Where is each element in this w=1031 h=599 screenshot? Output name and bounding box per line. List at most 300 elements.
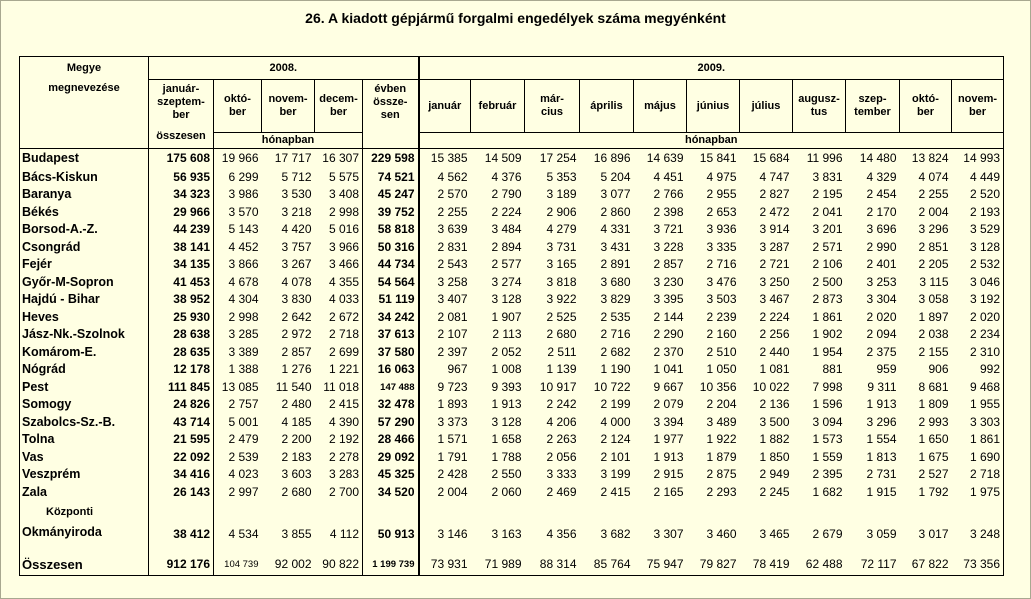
- spacer-cell: [900, 543, 952, 555]
- value-cell: 32 478: [363, 396, 419, 414]
- jan-sep-total-header: [149, 80, 214, 149]
- spacer-cell: [952, 543, 1004, 555]
- value-cell: 2 370: [653, 344, 684, 359]
- value-cell: 3 476: [706, 274, 737, 289]
- value-cell: 1 861: [812, 309, 843, 324]
- value-cell: 2 571: [812, 239, 843, 254]
- value-cell: 2 479: [214, 431, 262, 449]
- month-2009-header: [740, 80, 793, 133]
- value-cell: 26 143: [149, 484, 214, 502]
- value-cell: 50 913: [363, 501, 419, 543]
- county-name: Tolna: [22, 432, 55, 447]
- value-cell: 2 107: [419, 326, 471, 344]
- value-cell: 2 520: [969, 187, 1000, 202]
- value-cell: 75 947: [646, 557, 684, 572]
- value-cell: 2 972: [281, 327, 312, 342]
- value-cell: 3 866: [214, 256, 262, 274]
- county-header-line1: Megye: [66, 62, 102, 74]
- value-cell: 39 752: [363, 204, 419, 222]
- value-cell: 19 966: [214, 149, 262, 169]
- table-row: [20, 149, 1004, 169]
- value-cell: 21 595: [149, 431, 214, 449]
- value-cell: 50 316: [363, 239, 419, 257]
- year-total-header: [363, 80, 419, 149]
- value-cell: 34 242: [363, 309, 419, 327]
- month-label-line1: novem-: [957, 93, 998, 105]
- value-cell: 2 428: [419, 466, 471, 484]
- value-cell: 2 679: [812, 527, 843, 541]
- value-cell: 11 996: [806, 151, 843, 166]
- table-row: [20, 326, 1004, 344]
- value-cell: 12 178: [149, 361, 214, 379]
- value-cell: 38 412: [149, 501, 214, 543]
- value-cell: 2 234: [969, 327, 1000, 342]
- value-cell: 3 303: [969, 414, 1000, 429]
- value-cell: 992: [979, 362, 1000, 377]
- value-cell: 4 449: [969, 169, 1000, 184]
- value-cell: 2 525: [546, 309, 577, 324]
- value-cell: 9 667: [653, 379, 684, 394]
- value-cell: 1 675: [918, 449, 949, 464]
- month-label-line1: február: [478, 99, 517, 112]
- value-cell: 4 331: [600, 222, 631, 237]
- monthly-2008-header: hónapban: [214, 133, 363, 149]
- dec-l1: decem-: [319, 93, 358, 105]
- value-cell: 2 004: [918, 204, 949, 219]
- value-cell: 71 989: [484, 557, 522, 572]
- county-name: Pest: [22, 379, 49, 394]
- value-cell: 10 722: [593, 379, 631, 394]
- value-cell: 3 831: [812, 169, 843, 184]
- month-label-line1: októ-: [912, 93, 939, 105]
- jan-sep-l1: január-: [162, 83, 200, 95]
- value-cell: 2 239: [706, 309, 737, 324]
- value-cell: 2 038: [918, 327, 949, 342]
- value-cell: 2 256: [759, 327, 790, 342]
- value-cell: 4 000: [600, 414, 631, 429]
- value-cell: 3 228: [653, 239, 684, 254]
- value-cell: 1 897: [918, 309, 949, 324]
- month-label-line1: január: [428, 99, 462, 112]
- value-cell: 28 638: [149, 326, 214, 344]
- value-cell: 3 059: [866, 527, 897, 541]
- value-cell: 2 192: [328, 432, 359, 447]
- value-cell: 1 954: [812, 344, 843, 359]
- value-cell: 34 135: [149, 256, 214, 274]
- value-cell: 1 913: [653, 449, 684, 464]
- value-cell: 2 255: [419, 204, 471, 222]
- value-cell: 3 570: [214, 204, 262, 222]
- value-cell: 2 224: [759, 309, 790, 324]
- value-cell: 2 375: [866, 344, 897, 359]
- value-cell: 2 263: [546, 432, 577, 447]
- month-2009-header: [634, 80, 687, 133]
- table-row: [20, 169, 1004, 187]
- month-2009-header: [471, 80, 525, 133]
- value-cell: 2 757: [214, 396, 262, 414]
- value-cell: 16 063: [363, 361, 419, 379]
- value-cell: 147 488: [363, 379, 419, 397]
- total-row: [20, 555, 1004, 575]
- value-cell: 44 239: [149, 221, 214, 239]
- value-cell: 3 199: [600, 467, 631, 482]
- value-cell: 1 879: [706, 449, 737, 464]
- year-2009-header: 2009.: [419, 57, 1004, 80]
- value-cell: 2 827: [759, 187, 790, 202]
- value-cell: 1 571: [419, 431, 471, 449]
- value-cell: 2 401: [866, 257, 897, 272]
- value-cell: 14 509: [484, 151, 522, 166]
- nov-l2: ber: [279, 106, 297, 118]
- value-cell: 1 882: [759, 432, 790, 447]
- month-2009-header: [900, 80, 952, 133]
- value-cell: 14 639: [646, 151, 684, 166]
- value-cell: 3 922: [546, 292, 577, 307]
- value-cell: 3 408: [328, 187, 359, 202]
- value-cell: 24 826: [149, 396, 214, 414]
- value-cell: 1 907: [491, 309, 522, 324]
- value-cell: 2 480: [281, 397, 312, 412]
- total-label: Összesen: [22, 557, 83, 573]
- spacer-cell: [793, 543, 846, 555]
- month-label-line2: tus: [810, 106, 828, 118]
- table-row: [20, 344, 1004, 362]
- value-cell: 1 809: [918, 397, 949, 412]
- value-cell: 34 416: [149, 466, 214, 484]
- month-2009-header: [846, 80, 900, 133]
- value-cell: 2 205: [918, 257, 949, 272]
- value-cell: 2 052: [491, 344, 522, 359]
- value-cell: 2 020: [969, 309, 1000, 324]
- kozponti-line1: Központi: [46, 506, 94, 518]
- value-cell: 3 466: [328, 257, 359, 272]
- value-cell: 4 975: [706, 169, 737, 184]
- value-cell: 1 913: [491, 397, 522, 412]
- value-cell: 3 503: [706, 292, 737, 307]
- value-cell: 2 998: [214, 309, 262, 327]
- value-cell: 2 680: [281, 484, 312, 499]
- value-cell: 2 293: [706, 484, 737, 499]
- value-cell: 4 452: [214, 239, 262, 257]
- value-cell: 3 500: [759, 414, 790, 429]
- spacer-cell: [363, 543, 419, 555]
- table-row: [20, 466, 1004, 484]
- value-cell: 9 311: [867, 379, 897, 394]
- value-cell: 2 642: [281, 309, 312, 324]
- table-row: [20, 396, 1004, 414]
- value-cell: 3 128: [491, 292, 522, 307]
- value-cell: 2 398: [653, 204, 684, 219]
- county-name: Bács-Kiskun: [22, 169, 98, 184]
- value-cell: 9 468: [969, 379, 1000, 394]
- jan-sep-l2: szeptem-: [157, 96, 205, 108]
- value-cell: 3 201: [812, 222, 843, 237]
- value-cell: 2 124: [600, 432, 631, 447]
- value-cell: 2 699: [328, 344, 359, 359]
- value-cell: 3 855: [281, 527, 312, 541]
- value-cell: 2 183: [281, 449, 312, 464]
- value-cell: 2 577: [491, 257, 522, 272]
- value-cell: 1 915: [866, 484, 897, 499]
- county-name: Veszprém: [22, 467, 81, 482]
- value-cell: 2 851: [918, 239, 949, 254]
- value-cell: 3 696: [866, 222, 897, 237]
- value-cell: 4 074: [918, 169, 949, 184]
- value-cell: 2 716: [600, 327, 631, 342]
- value-cell: 34 323: [149, 186, 214, 204]
- table-row: [20, 449, 1004, 467]
- value-cell: 1 573: [812, 432, 843, 447]
- value-cell: 2 472: [759, 204, 790, 219]
- month-2009-header: [952, 80, 1004, 133]
- value-cell: 1 975: [969, 484, 1000, 499]
- month-label-line1: szep-: [858, 93, 887, 105]
- nov-2008-header: [262, 80, 315, 133]
- value-cell: 3 253: [866, 274, 897, 289]
- value-cell: 1 041: [653, 362, 684, 377]
- value-cell: 1 559: [812, 449, 843, 464]
- value-cell: 3 017: [918, 527, 949, 541]
- value-cell: 1 276: [281, 362, 312, 377]
- value-cell: 2 700: [328, 484, 359, 499]
- value-cell: 4 206: [546, 414, 577, 429]
- value-cell: 912 176: [149, 555, 214, 575]
- table-row: [20, 204, 1004, 222]
- table-title: 26. A kiadott gépjármű forgalmi engedélyek száma megyénként: [305, 10, 726, 26]
- county-name: Zala: [22, 484, 48, 499]
- value-cell: 2 395: [812, 467, 843, 482]
- value-cell: 54 564: [363, 274, 419, 292]
- value-cell: 58 818: [363, 221, 419, 239]
- month-label-line2: cius: [540, 106, 563, 118]
- value-cell: 4 356: [546, 527, 577, 541]
- table-row: [20, 309, 1004, 327]
- value-cell: 3 333: [546, 467, 577, 482]
- value-cell: 56 935: [149, 169, 214, 187]
- value-cell: 3 394: [653, 414, 684, 429]
- county-name: Heves: [22, 309, 59, 324]
- value-cell: 1 788: [491, 449, 522, 464]
- month-label-line1: június: [696, 99, 730, 112]
- spacer-cell: [471, 543, 525, 555]
- table-row: [20, 239, 1004, 257]
- value-cell: 3 230: [653, 274, 684, 289]
- county-name: Nógrád: [22, 362, 66, 377]
- value-cell: 3 146: [419, 501, 471, 543]
- value-cell: 2 079: [653, 397, 684, 412]
- month-2009-header: [419, 80, 471, 133]
- oct-2008-header: [214, 80, 262, 133]
- table-row: [20, 221, 1004, 239]
- value-cell: 3 250: [759, 274, 790, 289]
- value-cell: 2 672: [328, 309, 359, 324]
- spacer-cell: [20, 543, 149, 555]
- value-cell: 3 192: [969, 292, 1000, 307]
- spacer-cell: [315, 543, 363, 555]
- value-cell: 3 296: [866, 414, 897, 429]
- value-cell: 2 535: [600, 309, 631, 324]
- value-cell: 2 020: [866, 309, 897, 324]
- value-cell: 2 310: [969, 344, 1000, 359]
- value-cell: 1 977: [653, 432, 684, 447]
- value-cell: 3 274: [491, 274, 522, 289]
- value-cell: 79 827: [699, 557, 737, 572]
- value-cell: 1 081: [759, 362, 790, 377]
- value-cell: 2 891: [600, 257, 631, 272]
- value-cell: 3 465: [759, 527, 790, 541]
- month-label-line2: tember: [854, 106, 891, 118]
- value-cell: 29 092: [363, 449, 419, 467]
- value-cell: 2 680: [546, 327, 577, 342]
- value-cell: 5 016: [328, 222, 359, 237]
- value-cell: 3 680: [600, 274, 631, 289]
- value-cell: 1 861: [969, 432, 1000, 447]
- spacer-cell: [419, 543, 471, 555]
- year-total-l1: évben: [374, 83, 407, 95]
- value-cell: 45 325: [363, 466, 419, 484]
- value-cell: 10 917: [539, 379, 577, 394]
- month-label-line1: július: [751, 99, 781, 112]
- value-cell: 3 283: [328, 467, 359, 482]
- value-cell: 2 766: [653, 187, 684, 202]
- value-cell: 2 170: [866, 204, 897, 219]
- county-header-line2: megnevezése: [48, 82, 120, 94]
- value-cell: 3 373: [419, 414, 471, 432]
- value-cell: 3 046: [969, 274, 1000, 289]
- dec-l2: ber: [329, 106, 348, 118]
- table-row: [20, 431, 1004, 449]
- value-cell: 3 287: [759, 239, 790, 254]
- table-row: [20, 291, 1004, 309]
- value-cell: 2 997: [214, 484, 262, 502]
- value-cell: 4 033: [328, 292, 359, 307]
- value-cell: 2 101: [600, 449, 631, 464]
- county-name: Békés: [22, 204, 59, 219]
- value-cell: 5 204: [600, 169, 631, 184]
- value-cell: 2 831: [419, 239, 471, 257]
- value-cell: 4 747: [759, 169, 790, 184]
- value-cell: 2 998: [328, 204, 359, 219]
- county-name: Vas: [22, 449, 44, 464]
- value-cell: 1 902: [812, 327, 843, 342]
- value-cell: 5 143: [214, 221, 262, 239]
- value-cell: 3 189: [546, 187, 577, 202]
- spacer-row: [20, 543, 1004, 555]
- value-cell: 2 193: [969, 204, 1000, 219]
- value-cell: 3 757: [281, 239, 312, 254]
- value-cell: 3 267: [281, 257, 312, 272]
- value-cell: 1 922: [706, 432, 737, 447]
- value-cell: 78 419: [752, 557, 790, 572]
- value-cell: 4 420: [281, 222, 312, 237]
- value-cell: 88 314: [539, 557, 577, 572]
- value-cell: 11 018: [323, 379, 359, 394]
- value-cell: 2 041: [812, 204, 843, 219]
- value-cell: 3 721: [653, 222, 684, 237]
- value-cell: 1 554: [866, 432, 897, 447]
- value-cell: 2 500: [812, 274, 843, 289]
- value-cell: 14 480: [859, 151, 897, 166]
- value-cell: 2 195: [812, 187, 843, 202]
- value-cell: 2 469: [546, 484, 577, 499]
- value-cell: 3 407: [419, 291, 471, 309]
- value-cell: 2 144: [653, 309, 684, 324]
- value-cell: 3 489: [706, 414, 737, 429]
- value-cell: 6 299: [214, 169, 262, 187]
- month-label-line1: augusz-: [798, 93, 840, 105]
- value-cell: 2 716: [706, 257, 737, 272]
- value-cell: 1 388: [214, 361, 262, 379]
- value-cell: 1 008: [491, 362, 522, 377]
- value-cell: 3 603: [281, 467, 312, 482]
- county-name-kozponti: [20, 501, 149, 543]
- value-cell: 4 451: [653, 169, 684, 184]
- value-cell: 2 543: [419, 256, 471, 274]
- value-cell: 1 813: [866, 449, 897, 464]
- value-cell: 2 955: [706, 187, 737, 202]
- spacer-cell: [525, 543, 580, 555]
- year-2008-header: 2008.: [149, 57, 419, 80]
- oct-l2: ber: [228, 106, 247, 118]
- nov-l1: novem-: [268, 93, 308, 105]
- month-2009-header: [687, 80, 740, 133]
- value-cell: 2 440: [759, 344, 790, 359]
- value-cell: 2 857: [281, 344, 312, 359]
- value-cell: 2 290: [653, 327, 684, 342]
- value-cell: 92 002: [274, 557, 312, 572]
- value-cell: 2 278: [328, 449, 359, 464]
- value-cell: 9 723: [419, 379, 471, 397]
- county-name: Győr-M-Sopron: [22, 274, 114, 289]
- kozponti-line2: Okmányiroda: [22, 525, 102, 539]
- value-cell: 2 857: [653, 257, 684, 272]
- value-cell: 4 355: [328, 274, 359, 289]
- spacer-cell: [214, 543, 262, 555]
- value-cell: 1 893: [419, 396, 471, 414]
- value-cell: 175 608: [149, 149, 214, 169]
- value-cell: 1 596: [812, 397, 843, 412]
- value-cell: 1 199 739: [363, 555, 419, 575]
- value-cell: 11 540: [275, 379, 312, 394]
- value-cell: 3 258: [419, 274, 471, 292]
- value-cell: 4 390: [328, 414, 359, 429]
- value-cell: 3 530: [281, 187, 312, 202]
- value-cell: 3 094: [812, 414, 843, 429]
- value-cell: 9 393: [491, 379, 522, 394]
- value-cell: 2 906: [546, 204, 577, 219]
- value-cell: 45 247: [363, 186, 419, 204]
- value-cell: 3 467: [759, 292, 790, 307]
- value-cell: 43 714: [149, 414, 214, 432]
- value-cell: 3 986: [214, 186, 262, 204]
- value-cell: 28 466: [363, 431, 419, 449]
- value-cell: 2 415: [600, 484, 631, 499]
- spacer-cell: [740, 543, 793, 555]
- oct-l1: októ-: [224, 93, 251, 105]
- county-name: Hajdú - Bihar: [22, 292, 100, 307]
- value-cell: 4 078: [281, 274, 312, 289]
- value-cell: 15 385: [419, 149, 471, 169]
- value-cell: 3 285: [214, 326, 262, 344]
- value-cell: 1 955: [969, 397, 1000, 412]
- value-cell: 44 734: [363, 256, 419, 274]
- value-cell: 2 718: [969, 467, 1000, 482]
- value-cell: 41 453: [149, 274, 214, 292]
- value-cell: 2 004: [419, 484, 471, 502]
- value-cell: 1 913: [866, 397, 897, 412]
- value-cell: 4 304: [214, 291, 262, 309]
- value-cell: 2 454: [866, 187, 897, 202]
